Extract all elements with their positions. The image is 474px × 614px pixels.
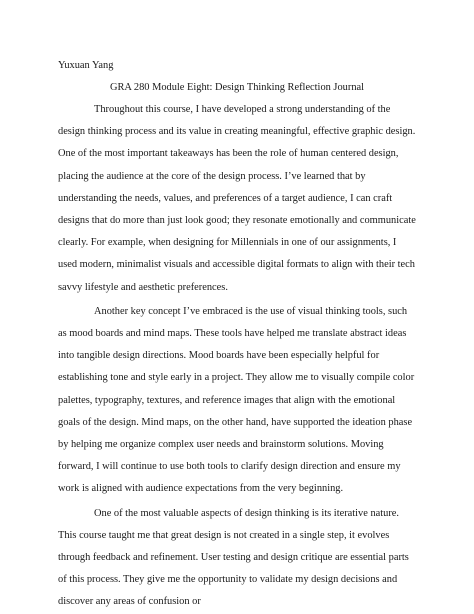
document-title: GRA 280 Module Eight: Design Thinking Reflection Journal	[109, 82, 365, 93]
paragraph-2: Another key concept I’ve embraced is the use of visual thinking tools, such as mood boards and mind maps. These tools have helped me translate abstract ideas into tangible design directions. Mood boards have been especially helpful for establishing tone and style early in a project. They allow me to visually compile color palettes, typography, textures, and reference images that align with the emotional goals of the design. Mind maps, on the other hand, have supported the ideation phase by helping me organize complex user needs and brainstorm solutions. Moving forward, I will continue to use both tools to clarify design direction and ensure my work is aligned with audience expectations from the very beginning.	[58, 305, 415, 495]
paragraph-1: Throughout this course, I have developed a strong understanding of the design thinking process and its value in creating meaningful, effective graphic design. One of the most important takeaways has been the role of human centered design, placing the audience at the core of the design process. I’ve learned that by understanding the needs, values, and preferences of a target audience, I can craft designs that do more than just look good; they resonate emotionally and communicate clearly. For example, when designing for Millennials in one of our assignments, I used modern, minimalist visuals and accessible digital formats to align with their tech savvy lifestyle and aesthetic preferences.	[58, 104, 416, 293]
paragraph-3: One of the most valuable aspects of design thinking is its iterative nature. This course taught me that great design is not created in a single step, it evolves through feedback and refinement. User testing and design critique are essential parts of this process. They give me the opportunity to validate my design decisions and discover any areas of confusion or	[58, 507, 409, 608]
author-name: Yuxuan Yang	[58, 60, 114, 71]
